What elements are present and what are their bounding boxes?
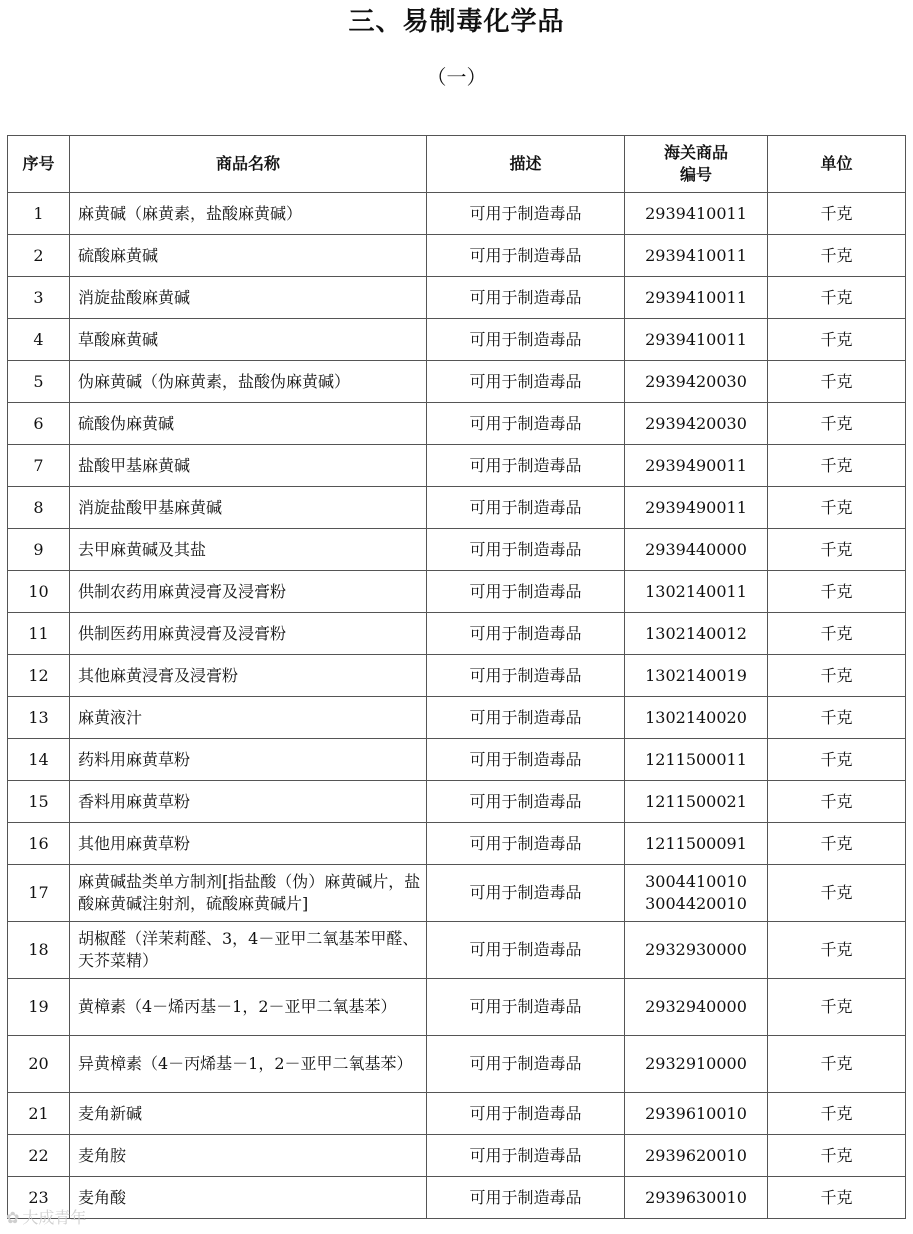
row-unit: 千克 bbox=[768, 739, 906, 781]
row-description: 可用于制造毒品 bbox=[427, 1135, 625, 1177]
row-description: 可用于制造毒品 bbox=[427, 277, 625, 319]
row-customs-code bbox=[625, 613, 768, 655]
table-row bbox=[8, 1135, 906, 1177]
table-row bbox=[8, 277, 906, 319]
header-customs-code bbox=[625, 136, 768, 193]
table-row bbox=[8, 235, 906, 277]
row-product-name: 伪麻黄碱（伪麻黄素，盐酸伪麻黄碱） bbox=[70, 361, 427, 403]
chemicals-table bbox=[7, 135, 906, 1219]
header-unit: 单位 bbox=[768, 136, 906, 193]
customs-code-value: 3004410010 bbox=[645, 872, 747, 891]
row-product-name: 供制医药用麻黄浸膏及浸膏粉 bbox=[70, 613, 427, 655]
row-unit: 千克 bbox=[768, 697, 906, 739]
table-header-row bbox=[8, 136, 906, 193]
row-description: 可用于制造毒品 bbox=[427, 922, 625, 979]
row-customs-code bbox=[625, 277, 768, 319]
row-customs-code bbox=[625, 1135, 768, 1177]
row-description: 可用于制造毒品 bbox=[427, 1177, 625, 1219]
row-index: 8 bbox=[8, 487, 70, 529]
row-description: 可用于制造毒品 bbox=[427, 865, 625, 922]
row-unit: 千克 bbox=[768, 361, 906, 403]
table-row bbox=[8, 529, 906, 571]
customs-code-value: 3004420010 bbox=[645, 894, 747, 913]
table-row bbox=[8, 739, 906, 781]
row-customs-code bbox=[625, 361, 768, 403]
row-customs-code bbox=[625, 865, 768, 922]
row-index: 2 bbox=[8, 235, 70, 277]
row-customs-code bbox=[625, 781, 768, 823]
row-product-name: 麻黄碱（麻黄素，盐酸麻黄碱） bbox=[70, 193, 427, 235]
table-row bbox=[8, 1177, 906, 1219]
row-unit: 千克 bbox=[768, 319, 906, 361]
row-product-name: 草酸麻黄碱 bbox=[70, 319, 427, 361]
row-index: 16 bbox=[8, 823, 70, 865]
row-unit: 千克 bbox=[768, 979, 906, 1036]
row-description: 可用于制造毒品 bbox=[427, 571, 625, 613]
row-description: 可用于制造毒品 bbox=[427, 319, 625, 361]
customs-code-value: 2932930000 bbox=[645, 940, 747, 959]
row-unit: 千克 bbox=[768, 865, 906, 922]
table-row bbox=[8, 571, 906, 613]
table-row bbox=[8, 1093, 906, 1135]
header-name: 商品名称 bbox=[70, 136, 427, 193]
row-product-name: 麦角酸 bbox=[70, 1177, 427, 1219]
row-index: 10 bbox=[8, 571, 70, 613]
row-index: 17 bbox=[8, 865, 70, 922]
row-customs-code bbox=[625, 571, 768, 613]
row-unit: 千克 bbox=[768, 613, 906, 655]
row-description: 可用于制造毒品 bbox=[427, 823, 625, 865]
row-unit: 千克 bbox=[768, 571, 906, 613]
customs-code-value: 1302140019 bbox=[645, 665, 747, 685]
customs-code-value: 2939620010 bbox=[645, 1145, 747, 1165]
row-description: 可用于制造毒品 bbox=[427, 613, 625, 655]
row-customs-code bbox=[625, 823, 768, 865]
customs-code-value: 1211500011 bbox=[645, 749, 747, 769]
row-customs-code bbox=[625, 655, 768, 697]
table-row bbox=[8, 922, 906, 979]
row-unit: 千克 bbox=[768, 277, 906, 319]
row-index: 19 bbox=[8, 979, 70, 1036]
customs-code-value: 2939420030 bbox=[645, 371, 747, 391]
customs-code-value: 1302140020 bbox=[645, 707, 747, 727]
row-product-name: 去甲麻黄碱及其盐 bbox=[70, 529, 427, 571]
row-index: 5 bbox=[8, 361, 70, 403]
row-unit: 千克 bbox=[768, 922, 906, 979]
customs-code-value: 2939440000 bbox=[645, 539, 747, 559]
row-index: 21 bbox=[8, 1093, 70, 1135]
row-unit: 千克 bbox=[768, 1135, 906, 1177]
row-index: 11 bbox=[8, 613, 70, 655]
row-customs-code bbox=[625, 1093, 768, 1135]
row-product-name: 其他麻黄浸膏及浸膏粉 bbox=[70, 655, 427, 697]
customs-code-value: 2939420030 bbox=[645, 413, 747, 433]
row-index: 14 bbox=[8, 739, 70, 781]
row-unit: 千克 bbox=[768, 529, 906, 571]
table-row bbox=[8, 979, 906, 1036]
customs-code-value: 2939410011 bbox=[645, 329, 747, 349]
row-index: 4 bbox=[8, 319, 70, 361]
row-description: 可用于制造毒品 bbox=[427, 445, 625, 487]
row-description: 可用于制造毒品 bbox=[427, 361, 625, 403]
row-index: 9 bbox=[8, 529, 70, 571]
watermark bbox=[6, 1205, 86, 1228]
table-row bbox=[8, 1036, 906, 1093]
watermark-text: 大成青年 bbox=[22, 1208, 87, 1227]
table-row bbox=[8, 865, 906, 922]
table-row bbox=[8, 781, 906, 823]
row-index: 18 bbox=[8, 922, 70, 979]
table-row bbox=[8, 487, 906, 529]
row-index: 22 bbox=[8, 1135, 70, 1177]
row-customs-code bbox=[625, 979, 768, 1036]
row-unit: 千克 bbox=[768, 1036, 906, 1093]
row-unit: 千克 bbox=[768, 193, 906, 235]
row-product-name: 供制农药用麻黄浸膏及浸膏粉 bbox=[70, 571, 427, 613]
row-product-name: 胡椒醛（洋茉莉醛、3，4－亚甲二氧基苯甲醛、天芥菜精） bbox=[70, 922, 427, 979]
row-index: 12 bbox=[8, 655, 70, 697]
page-subtitle: （一） bbox=[426, 65, 487, 89]
row-description: 可用于制造毒品 bbox=[427, 1093, 625, 1135]
table-row bbox=[8, 613, 906, 655]
row-description: 可用于制造毒品 bbox=[427, 655, 625, 697]
row-description: 可用于制造毒品 bbox=[427, 193, 625, 235]
customs-code-value: 2939490011 bbox=[645, 455, 747, 475]
row-description: 可用于制造毒品 bbox=[427, 403, 625, 445]
customs-code-value: 1211500021 bbox=[645, 791, 747, 811]
row-description: 可用于制造毒品 bbox=[427, 781, 625, 823]
row-customs-code bbox=[625, 319, 768, 361]
row-index: 13 bbox=[8, 697, 70, 739]
row-description: 可用于制造毒品 bbox=[427, 697, 625, 739]
wechat-icon: ✿ bbox=[6, 1208, 20, 1227]
table-row bbox=[8, 193, 906, 235]
row-description: 可用于制造毒品 bbox=[427, 739, 625, 781]
row-customs-code bbox=[625, 922, 768, 979]
row-customs-code bbox=[625, 487, 768, 529]
row-product-name: 其他用麻黄草粉 bbox=[70, 823, 427, 865]
header-code-line2: 编号 bbox=[679, 165, 712, 184]
table-row bbox=[8, 655, 906, 697]
row-unit: 千克 bbox=[768, 445, 906, 487]
row-description: 可用于制造毒品 bbox=[427, 529, 625, 571]
customs-code-value: 2932910000 bbox=[645, 1054, 747, 1073]
table-row bbox=[8, 697, 906, 739]
row-index: 23 bbox=[8, 1177, 70, 1219]
row-unit: 千克 bbox=[768, 487, 906, 529]
row-product-name: 黄樟素（4－烯丙基－1，2－亚甲二氧基苯） bbox=[70, 979, 427, 1036]
row-index: 3 bbox=[8, 277, 70, 319]
row-customs-code bbox=[625, 1036, 768, 1093]
row-unit: 千克 bbox=[768, 823, 906, 865]
header-index: 序号 bbox=[8, 136, 70, 193]
row-product-name: 异黄樟素（4－丙烯基－1，2－亚甲二氧基苯） bbox=[70, 1036, 427, 1093]
row-product-name: 麦角新碱 bbox=[70, 1093, 427, 1135]
page-title: 三、易制毒化学品 bbox=[348, 7, 565, 37]
customs-code-value: 2939630010 bbox=[645, 1187, 747, 1207]
customs-code-value: 1302140011 bbox=[645, 581, 747, 601]
row-description: 可用于制造毒品 bbox=[427, 487, 625, 529]
row-unit: 千克 bbox=[768, 781, 906, 823]
row-product-name: 硫酸麻黄碱 bbox=[70, 235, 427, 277]
customs-code-value: 2932940000 bbox=[645, 997, 747, 1016]
row-product-name: 麻黄液汁 bbox=[70, 697, 427, 739]
customs-code-value: 2939410011 bbox=[645, 245, 747, 265]
row-product-name: 麦角胺 bbox=[70, 1135, 427, 1177]
row-index: 6 bbox=[8, 403, 70, 445]
row-description: 可用于制造毒品 bbox=[427, 235, 625, 277]
table-row bbox=[8, 361, 906, 403]
row-customs-code bbox=[625, 235, 768, 277]
row-customs-code bbox=[625, 445, 768, 487]
row-unit: 千克 bbox=[768, 1177, 906, 1219]
table-row bbox=[8, 445, 906, 487]
header-desc: 描述 bbox=[427, 136, 625, 193]
row-customs-code bbox=[625, 1177, 768, 1219]
row-customs-code bbox=[625, 739, 768, 781]
table-body bbox=[8, 193, 906, 1219]
table-row bbox=[8, 319, 906, 361]
customs-code-value: 1211500091 bbox=[645, 833, 747, 853]
row-unit: 千克 bbox=[768, 235, 906, 277]
row-index: 15 bbox=[8, 781, 70, 823]
row-product-name: 盐酸甲基麻黄碱 bbox=[70, 445, 427, 487]
customs-code-value: 2939410011 bbox=[645, 203, 747, 223]
table-row bbox=[8, 823, 906, 865]
row-product-name: 麻黄碱盐类单方制剂[指盐酸（伪）麻黄碱片，盐酸麻黄碱注射剂，硫酸麻黄碱片] bbox=[70, 865, 427, 922]
customs-code-value: 2939410011 bbox=[645, 287, 747, 307]
customs-code-value: 1302140012 bbox=[645, 623, 747, 643]
table-row bbox=[8, 403, 906, 445]
row-product-name: 香料用麻黄草粉 bbox=[70, 781, 427, 823]
row-customs-code bbox=[625, 193, 768, 235]
row-product-name: 消旋盐酸甲基麻黄碱 bbox=[70, 487, 427, 529]
row-description: 可用于制造毒品 bbox=[427, 979, 625, 1036]
row-product-name: 药料用麻黄草粉 bbox=[70, 739, 427, 781]
row-customs-code bbox=[625, 697, 768, 739]
header-code-line1: 海关商品 bbox=[663, 143, 728, 162]
row-unit: 千克 bbox=[768, 655, 906, 697]
row-index: 20 bbox=[8, 1036, 70, 1093]
row-product-name: 消旋盐酸麻黄碱 bbox=[70, 277, 427, 319]
row-index: 7 bbox=[8, 445, 70, 487]
row-unit: 千克 bbox=[768, 403, 906, 445]
row-customs-code bbox=[625, 403, 768, 445]
customs-code-value: 2939610010 bbox=[645, 1103, 747, 1123]
row-unit: 千克 bbox=[768, 1093, 906, 1135]
row-index: 1 bbox=[8, 193, 70, 235]
customs-code-value: 2939490011 bbox=[645, 497, 747, 517]
row-description: 可用于制造毒品 bbox=[427, 1036, 625, 1093]
row-customs-code bbox=[625, 529, 768, 571]
row-product-name: 硫酸伪麻黄碱 bbox=[70, 403, 427, 445]
